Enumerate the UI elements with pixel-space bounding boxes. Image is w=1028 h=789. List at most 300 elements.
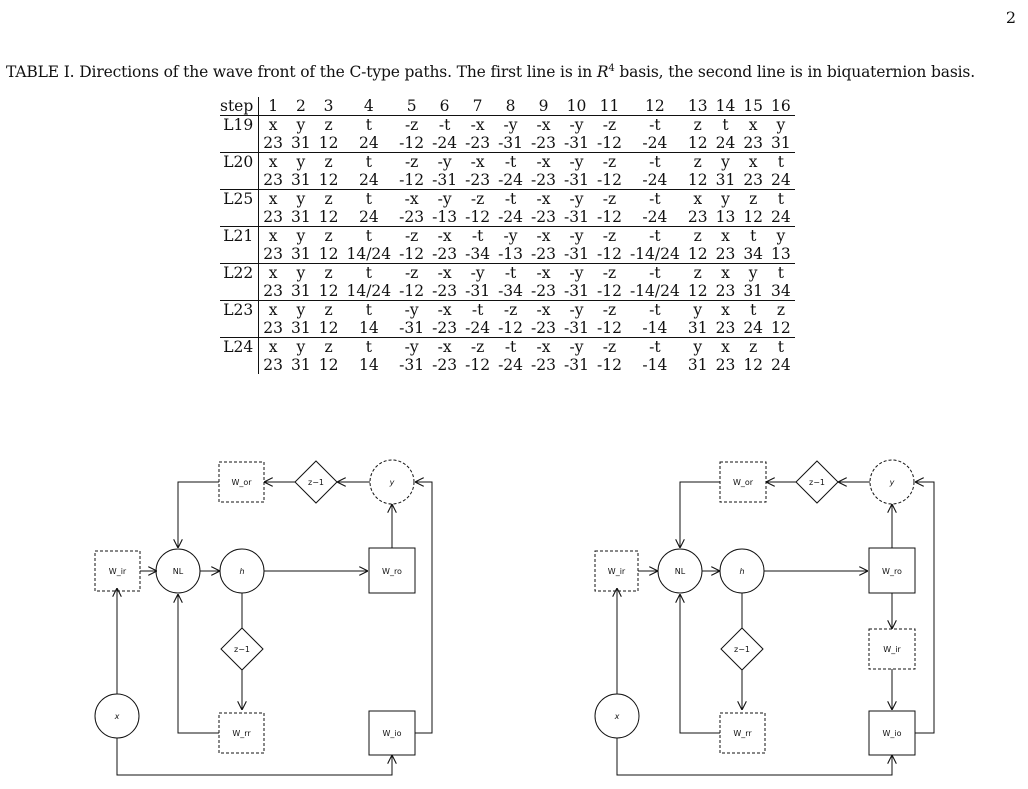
- cell-biquaternion: -14/24: [629, 245, 680, 263]
- cell-r4: z: [315, 264, 343, 283]
- table-header-row: [220, 97, 795, 116]
- cell-r4: -t: [626, 190, 684, 209]
- cell-r4: y: [684, 338, 712, 357]
- cell-r4: -y: [560, 264, 593, 283]
- cell-biquaternion: 24: [771, 356, 791, 374]
- cell-biquaternion: 12: [318, 282, 339, 300]
- cell-biquaternion: 34: [771, 282, 791, 300]
- cell-biquaternion: 12: [743, 356, 764, 374]
- cell-r4: y: [767, 116, 795, 135]
- cell-biquaternion: 23: [715, 319, 736, 337]
- cell-biquaternion: 23: [715, 282, 736, 300]
- cell-biquaternion: -12: [498, 319, 524, 337]
- cell-biquaternion: 23: [263, 356, 284, 374]
- label-w-ir2-right: W_ir: [883, 645, 901, 654]
- header-step-5: 5: [406, 97, 417, 115]
- cell-r4: y: [767, 227, 795, 246]
- cell-biquaternion: -12: [465, 208, 491, 226]
- row-label: L19: [220, 116, 259, 135]
- cell-r4: -x: [527, 190, 560, 209]
- edge-wor-nl-r: [680, 482, 720, 548]
- cell-r4: y: [287, 190, 315, 209]
- cell-biquaternion: -31: [564, 319, 589, 337]
- label-w-io-left: W_io: [382, 729, 402, 738]
- header-step-12: 12: [645, 97, 665, 115]
- cell-r4: -y: [560, 227, 593, 246]
- cell-r4: -t: [626, 153, 684, 172]
- header-step-15: 15: [743, 97, 764, 115]
- header-step-13: 13: [687, 97, 708, 115]
- label-h-right: h: [739, 567, 745, 576]
- cell-biquaternion: 12: [318, 171, 339, 189]
- cell-r4: z: [739, 190, 767, 209]
- row-label: L24: [220, 338, 259, 357]
- cell-biquaternion: -12: [399, 245, 425, 263]
- cell-biquaternion: 12: [743, 208, 764, 226]
- cell-biquaternion: 23: [715, 356, 736, 374]
- cell-biquaternion: 24: [358, 208, 379, 226]
- table-row: [220, 153, 795, 172]
- cell-r4: -t: [461, 227, 494, 246]
- cell-r4: -z: [461, 338, 494, 357]
- table-row: [220, 301, 795, 320]
- cell-biquaternion: -31: [564, 208, 589, 226]
- cell-r4: t: [739, 301, 767, 320]
- cell-r4: -y: [560, 116, 593, 135]
- cell-biquaternion: 31: [687, 356, 708, 374]
- cell-biquaternion: 24: [358, 171, 379, 189]
- cell-r4: x: [712, 264, 740, 283]
- cell-biquaternion: -24: [642, 134, 668, 152]
- cell-biquaternion: -12: [465, 356, 491, 374]
- cell-r4: -y: [560, 301, 593, 320]
- header-step-9: 9: [538, 97, 549, 115]
- label-w-io-right: W_io: [882, 729, 902, 738]
- cell-r4: -z: [395, 227, 428, 246]
- label-nl-left: NL: [172, 567, 184, 576]
- header-step-11: 11: [599, 97, 620, 115]
- cell-r4: -z: [395, 264, 428, 283]
- label-w-ir-left: W_ir: [108, 567, 127, 576]
- diagram-left: [95, 460, 432, 775]
- cell-biquaternion: 12: [687, 282, 708, 300]
- cell-r4: -y: [560, 190, 593, 209]
- header-step-10: 10: [566, 97, 587, 115]
- cell-biquaternion: -31: [399, 356, 425, 374]
- label-z1-mid-right: z−1: [734, 645, 750, 654]
- cell-biquaternion: 12: [687, 171, 708, 189]
- cell-r4: -x: [428, 338, 461, 357]
- edge-wio-y: [415, 482, 432, 733]
- cell-biquaternion: -31: [432, 171, 458, 189]
- cell-biquaternion: -23: [432, 319, 458, 337]
- cell-biquaternion: 12: [687, 134, 708, 152]
- label-w-or-right: W_or: [732, 478, 754, 487]
- cell-r4: -z: [593, 153, 626, 172]
- cell-r4: z: [315, 190, 343, 209]
- cell-r4: t: [342, 116, 395, 135]
- cell-r4: x: [259, 190, 287, 209]
- cell-biquaternion: -14: [642, 319, 668, 337]
- caption-prefix: TABLE I. Directions of the wave front of the C-type paths. The first line is in: [6, 63, 597, 82]
- label-w-or-left: W_or: [231, 478, 252, 487]
- cell-biquaternion: 23: [263, 245, 284, 263]
- cell-biquaternion: -31: [564, 356, 589, 374]
- cell-r4: -x: [428, 301, 461, 320]
- cell-biquaternion: 12: [318, 319, 339, 337]
- cell-r4: -y: [395, 338, 428, 357]
- cell-r4: t: [342, 264, 395, 283]
- label-w-ir-right: W_ir: [607, 567, 626, 576]
- cell-biquaternion: -23: [432, 282, 458, 300]
- table-row: [220, 282, 795, 301]
- cell-r4: z: [315, 301, 343, 320]
- cell-biquaternion: 23: [263, 319, 284, 337]
- header-step-4: 4: [363, 97, 374, 115]
- header-step-16: 16: [771, 97, 791, 115]
- cell-r4: y: [287, 301, 315, 320]
- cell-r4: x: [684, 190, 712, 209]
- label-x-left: x: [114, 712, 120, 721]
- cell-biquaternion: -23: [531, 245, 556, 263]
- cell-biquaternion: 31: [291, 282, 311, 300]
- label-z1-top-left: z−1: [308, 478, 324, 487]
- cell-biquaternion: -31: [498, 134, 524, 152]
- cell-r4: -y: [494, 227, 527, 246]
- cell-r4: -x: [527, 264, 560, 283]
- caption-suffix: basis, the second line is in biquaternion basis.: [614, 63, 976, 82]
- cell-r4: y: [712, 153, 740, 172]
- cell-r4: x: [259, 227, 287, 246]
- cell-biquaternion: 24: [358, 134, 379, 152]
- cell-r4: -t: [626, 301, 684, 320]
- row-label-empty: [220, 282, 259, 301]
- cell-r4: -t: [626, 227, 684, 246]
- cell-r4: z: [315, 338, 343, 357]
- header-step-8: 8: [505, 97, 516, 115]
- row-label-empty: [220, 245, 259, 264]
- header-step-6: 6: [439, 97, 450, 115]
- cell-biquaternion: -24: [432, 134, 458, 152]
- cell-r4: x: [712, 301, 740, 320]
- row-label: L25: [220, 190, 259, 209]
- cell-biquaternion: 31: [291, 356, 311, 374]
- table-row: [220, 319, 795, 338]
- cell-biquaternion: 24: [771, 171, 791, 189]
- cell-r4: -z: [593, 301, 626, 320]
- table-row: [220, 264, 795, 283]
- cell-biquaternion: 12: [318, 134, 339, 152]
- directions-table: [220, 97, 795, 374]
- cell-biquaternion: 31: [291, 171, 311, 189]
- cell-r4: -z: [593, 116, 626, 135]
- cell-biquaternion: -12: [399, 134, 425, 152]
- cell-biquaternion: -12: [596, 208, 622, 226]
- edge-wio-y-r: [915, 482, 934, 733]
- cell-r4: -y: [428, 153, 461, 172]
- cell-r4: -x: [395, 190, 428, 209]
- cell-biquaternion: -23: [531, 134, 556, 152]
- cell-r4: -z: [395, 153, 428, 172]
- cell-biquaternion: -12: [399, 171, 425, 189]
- cell-biquaternion: 12: [771, 319, 791, 337]
- page-number: 2: [1005, 8, 1016, 27]
- cell-r4: -y: [461, 264, 494, 283]
- cell-r4: x: [259, 301, 287, 320]
- edge-wrr-nl-r: [680, 594, 720, 733]
- cell-r4: y: [739, 264, 767, 283]
- cell-biquaternion: -24: [498, 356, 524, 374]
- row-label-empty: [220, 134, 259, 153]
- edge-x-wio: [117, 738, 392, 775]
- cell-biquaternion: -31: [564, 282, 589, 300]
- table-row: [220, 134, 795, 153]
- cell-biquaternion: 31: [743, 282, 764, 300]
- edge-wrr-nl: [178, 594, 219, 733]
- cell-r4: -z: [461, 190, 494, 209]
- edge-x-wio-r: [617, 738, 892, 775]
- cell-r4: y: [287, 227, 315, 246]
- cell-r4: t: [712, 116, 740, 135]
- cell-r4: -x: [461, 153, 494, 172]
- cell-biquaternion: -23: [531, 208, 556, 226]
- cell-biquaternion: -24: [642, 171, 668, 189]
- cell-biquaternion: -23: [432, 356, 458, 374]
- cell-r4: t: [739, 227, 767, 246]
- cell-r4: -x: [527, 338, 560, 357]
- cell-r4: x: [259, 116, 287, 135]
- cell-r4: y: [712, 190, 740, 209]
- cell-biquaternion: -23: [531, 171, 556, 189]
- cell-biquaternion: -14/24: [629, 282, 680, 300]
- cell-biquaternion: 31: [291, 208, 311, 226]
- cell-r4: -x: [527, 301, 560, 320]
- cell-biquaternion: 23: [263, 282, 284, 300]
- cell-r4: -t: [494, 190, 527, 209]
- cell-biquaternion: 12: [318, 245, 339, 263]
- cell-r4: y: [287, 153, 315, 172]
- cell-biquaternion: 14/24: [346, 282, 392, 300]
- cell-r4: y: [287, 338, 315, 357]
- cell-r4: z: [315, 116, 343, 135]
- row-label-empty: [220, 171, 259, 190]
- cell-biquaternion: -24: [642, 208, 668, 226]
- cell-r4: -y: [560, 153, 593, 172]
- cell-biquaternion: -23: [399, 208, 425, 226]
- cell-r4: -t: [626, 264, 684, 283]
- cell-r4: -x: [527, 227, 560, 246]
- cell-r4: -t: [461, 301, 494, 320]
- cell-r4: t: [767, 264, 795, 283]
- cell-biquaternion: 13: [715, 208, 736, 226]
- table-row: [220, 190, 795, 209]
- cell-r4: z: [315, 153, 343, 172]
- label-y-right: y: [889, 478, 895, 487]
- cell-biquaternion: 23: [743, 171, 764, 189]
- cell-r4: t: [342, 227, 395, 246]
- label-w-ro-left: W_ro: [382, 567, 402, 576]
- cell-biquaternion: 31: [291, 245, 311, 263]
- cell-biquaternion: -12: [596, 245, 622, 263]
- row-label-empty: [220, 356, 259, 374]
- row-label: L21: [220, 227, 259, 246]
- cell-r4: -z: [593, 227, 626, 246]
- diagrams: [0, 448, 1028, 789]
- cell-biquaternion: 31: [291, 134, 311, 152]
- cell-r4: -t: [494, 338, 527, 357]
- cell-biquaternion: 13: [771, 245, 791, 263]
- cell-biquaternion: -12: [596, 134, 622, 152]
- table-row: [220, 171, 795, 190]
- cell-r4: -z: [593, 190, 626, 209]
- cell-biquaternion: 14: [358, 356, 379, 374]
- header-step-3: 3: [323, 97, 334, 115]
- cell-biquaternion: -34: [498, 282, 524, 300]
- cell-biquaternion: 31: [715, 171, 736, 189]
- cell-biquaternion: -23: [465, 171, 491, 189]
- cell-r4: z: [315, 227, 343, 246]
- cell-biquaternion: -13: [432, 208, 458, 226]
- cell-biquaternion: -12: [596, 319, 622, 337]
- table-caption: [6, 63, 1024, 81]
- cell-biquaternion: -12: [596, 171, 622, 189]
- row-label: L22: [220, 264, 259, 283]
- cell-r4: -y: [494, 116, 527, 135]
- cell-biquaternion: -12: [596, 282, 622, 300]
- cell-r4: -t: [626, 116, 684, 135]
- cell-biquaternion: 24: [743, 319, 764, 337]
- cell-biquaternion: 24: [715, 134, 736, 152]
- cell-biquaternion: 12: [687, 245, 708, 263]
- row-label: L23: [220, 301, 259, 320]
- cell-r4: -y: [428, 190, 461, 209]
- cell-r4: -x: [428, 227, 461, 246]
- cell-r4: z: [684, 264, 712, 283]
- cell-biquaternion: 23: [715, 245, 736, 263]
- cell-biquaternion: 23: [263, 171, 284, 189]
- cell-r4: t: [342, 153, 395, 172]
- cell-r4: -z: [593, 264, 626, 283]
- label-w-ro-right: W_ro: [882, 567, 902, 576]
- cell-r4: -t: [494, 264, 527, 283]
- cell-r4: -t: [428, 116, 461, 135]
- row-label: L20: [220, 153, 259, 172]
- cell-r4: x: [712, 338, 740, 357]
- label-y-left: y: [389, 478, 395, 487]
- cell-biquaternion: -12: [596, 356, 622, 374]
- cell-r4: t: [342, 301, 395, 320]
- cell-r4: x: [259, 153, 287, 172]
- header-step-label: step: [220, 97, 254, 115]
- cell-r4: t: [767, 190, 795, 209]
- cell-r4: x: [259, 264, 287, 283]
- cell-biquaternion: -12: [399, 282, 425, 300]
- edge-wor-nl: [178, 482, 219, 548]
- table-row: [220, 245, 795, 264]
- cell-biquaternion: -34: [465, 245, 491, 263]
- table-row: [220, 116, 795, 135]
- cell-r4: z: [739, 338, 767, 357]
- cell-r4: z: [684, 116, 712, 135]
- cell-r4: -z: [593, 338, 626, 357]
- cell-biquaternion: -31: [399, 319, 425, 337]
- cell-biquaternion: 14/24: [346, 245, 392, 263]
- cell-biquaternion: 12: [318, 356, 339, 374]
- cell-r4: -t: [626, 338, 684, 357]
- cell-r4: x: [712, 227, 740, 246]
- cell-biquaternion: -31: [564, 171, 589, 189]
- table-row: [220, 227, 795, 246]
- cell-r4: x: [739, 153, 767, 172]
- cell-biquaternion: -31: [564, 245, 589, 263]
- cell-r4: t: [342, 190, 395, 209]
- cell-biquaternion: 12: [318, 208, 339, 226]
- cell-r4: -x: [428, 264, 461, 283]
- cell-biquaternion: 14: [358, 319, 379, 337]
- cell-biquaternion: -23: [531, 356, 556, 374]
- cell-biquaternion: 23: [263, 208, 284, 226]
- diagrams-svg: [0, 448, 1028, 785]
- cell-r4: z: [684, 153, 712, 172]
- label-x-right: x: [614, 712, 620, 721]
- label-nl-right: NL: [674, 567, 686, 576]
- cell-biquaternion: 31: [771, 134, 791, 152]
- label-z1-top-right: z−1: [809, 478, 825, 487]
- cell-r4: -x: [527, 153, 560, 172]
- cell-biquaternion: 31: [291, 319, 311, 337]
- cell-r4: -x: [527, 116, 560, 135]
- cell-r4: z: [767, 301, 795, 320]
- cell-r4: t: [767, 338, 795, 357]
- label-h-left: h: [239, 567, 245, 576]
- directions-table-wrap: [220, 97, 810, 374]
- cell-biquaternion: -23: [531, 282, 556, 300]
- row-label-empty: [220, 319, 259, 338]
- diagram-right: [595, 460, 934, 775]
- cell-biquaternion: 23: [743, 134, 764, 152]
- cell-biquaternion: -31: [465, 282, 491, 300]
- cell-biquaternion: -24: [498, 208, 524, 226]
- cell-biquaternion: 23: [263, 134, 284, 152]
- cell-biquaternion: 24: [771, 208, 791, 226]
- cell-r4: y: [684, 301, 712, 320]
- label-w-rr-left: W_rr: [232, 729, 251, 738]
- header-step-7: 7: [472, 97, 483, 115]
- cell-r4: y: [287, 116, 315, 135]
- header-step-2: 2: [295, 97, 306, 115]
- cell-biquaternion: -23: [465, 134, 491, 152]
- table-row: [220, 356, 795, 374]
- header-step-1: 1: [268, 97, 279, 115]
- header-step-14: 14: [715, 97, 736, 115]
- cell-r4: -z: [395, 116, 428, 135]
- cell-biquaternion: -14: [642, 356, 668, 374]
- cell-biquaternion: -23: [432, 245, 458, 263]
- cell-biquaternion: -23: [531, 319, 556, 337]
- cell-r4: t: [767, 153, 795, 172]
- label-z1-mid-left: z−1: [234, 645, 250, 654]
- cell-r4: z: [684, 227, 712, 246]
- cell-r4: y: [287, 264, 315, 283]
- cell-r4: x: [739, 116, 767, 135]
- cell-r4: -y: [395, 301, 428, 320]
- caption-math-sup: 4: [608, 63, 615, 74]
- cell-r4: t: [342, 338, 395, 357]
- cell-biquaternion: -13: [498, 245, 524, 263]
- cell-biquaternion: 23: [687, 208, 708, 226]
- cell-r4: -y: [560, 338, 593, 357]
- cell-r4: -z: [494, 301, 527, 320]
